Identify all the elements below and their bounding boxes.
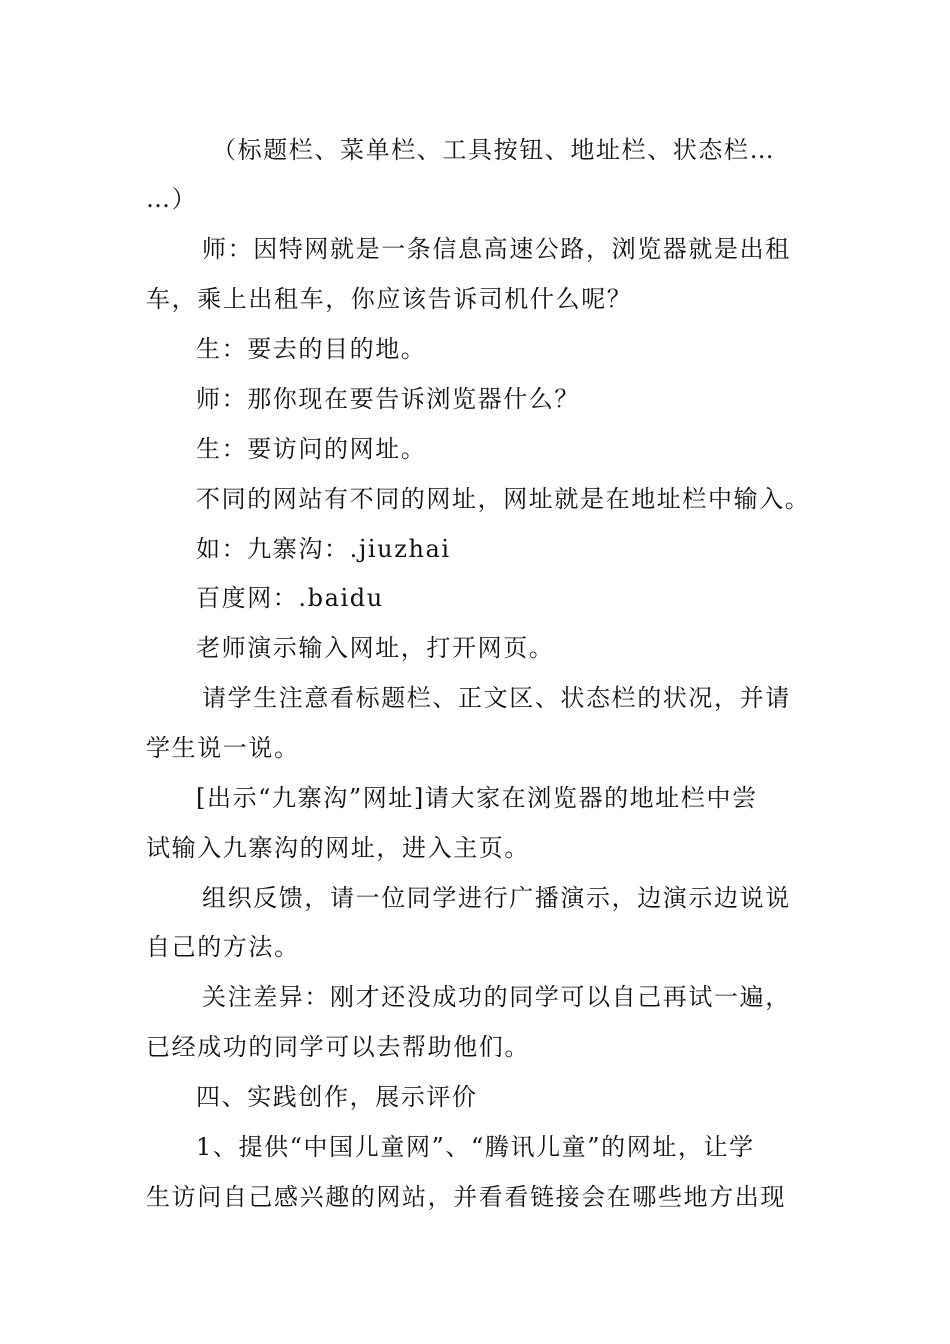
text-line: 老师演示输入网址，打开网页。 xyxy=(196,634,555,662)
text-line: 生：要访问的网址。 xyxy=(196,435,427,463)
text-line: 生：要去的目的地。 xyxy=(196,335,427,363)
text-line: 车，乘上出租车，你应该告诉司机什么呢？ xyxy=(146,285,633,313)
text-line: 学生说一说。 xyxy=(146,734,300,762)
text-line: 1、提供“中国儿童网”、“腾讯儿童”的网址，让学 xyxy=(196,1133,755,1161)
text-line: [出示“九寨沟”网址]请大家在浏览器的地址栏中尝 xyxy=(196,784,758,812)
text-line: 师：那你现在要告诉浏览器什么？ xyxy=(196,385,580,413)
text-line: 不同的网站有不同的网址，网址就是在地址栏中输入。 xyxy=(196,485,811,513)
text-line: 如：九寨沟：.jiuzhai xyxy=(196,535,451,563)
text-line: …） xyxy=(146,185,198,213)
text-line: 试输入九寨沟的网址，进入主页。 xyxy=(146,834,530,862)
text-line: 百度网：.baidu xyxy=(196,584,384,612)
section-heading: 四、实践创作，展示评价 xyxy=(196,1083,478,1111)
text-line: （标题栏、菜单栏、工具按钮、地址栏、状态栏… xyxy=(212,136,776,164)
text-line: 组织反馈，请一位同学进行广播演示，边演示边说说 xyxy=(202,884,791,912)
text-line: 请学生注意看标题栏、正文区、状态栏的状况，并请 xyxy=(202,684,791,712)
text-line: 师：因特网就是一条信息高速公路，浏览器就是出租 xyxy=(202,235,791,263)
text-line: 生访问自己感兴趣的网站，并看看链接会在哪些地方出现 xyxy=(146,1183,786,1211)
text-line: 已经成功的同学可以去帮助他们。 xyxy=(146,1033,530,1061)
text-line: 关注差异：刚才还没成功的同学可以自己再试一遍， xyxy=(202,983,791,1011)
text-line: 自己的方法。 xyxy=(146,933,300,961)
